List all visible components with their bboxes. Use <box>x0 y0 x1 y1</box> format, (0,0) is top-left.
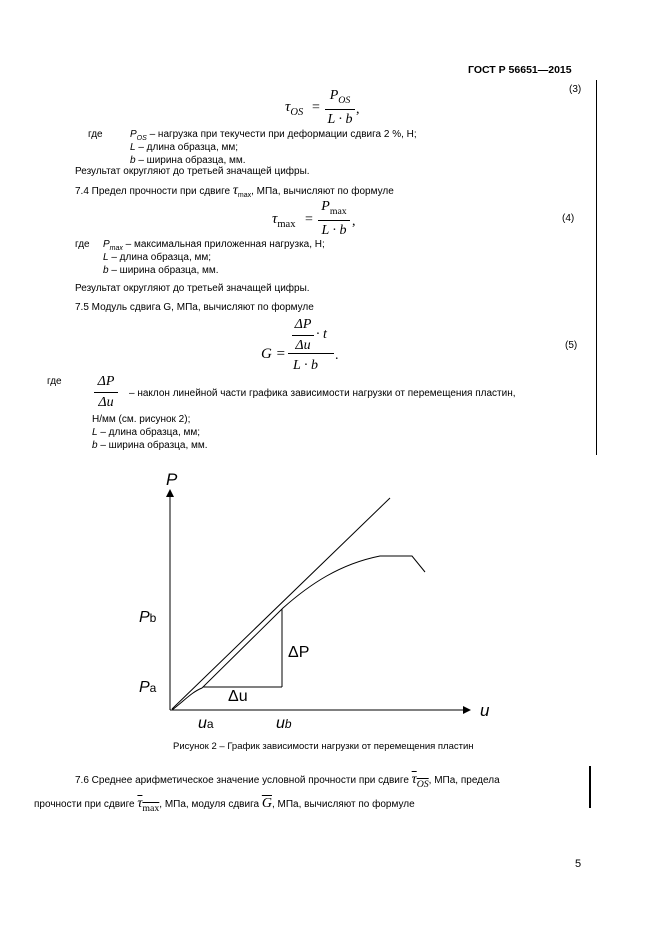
eq3-equals: = <box>312 100 320 115</box>
eq3-fraction <box>325 89 355 127</box>
pa-label: Pa <box>139 679 157 696</box>
slope-bar <box>94 392 118 393</box>
eq4-number: (4) <box>562 213 575 224</box>
where4-item-2: b – ширина образца, мм. <box>103 265 219 276</box>
figure-2-graph <box>0 460 661 760</box>
standard-designation: ГОСТ Р 56651—2015 <box>468 64 572 76</box>
slope-denominator: Δu <box>98 395 114 410</box>
eq4-fraction-bar <box>318 220 350 221</box>
where4-item-1: L – длина образца, мм; <box>103 252 212 263</box>
ua-label: ua <box>198 715 214 732</box>
x-axis-label: u <box>480 701 490 720</box>
eq5-denominator: L · b <box>293 358 319 373</box>
where-label: где <box>88 129 103 140</box>
section-7-4: 7.4 Предел прочности при сдвиге $\tau_{max}$, МПа, вычисляют по формуле <box>75 183 394 199</box>
where5-item-1: b – ширина образца, мм. <box>92 440 208 451</box>
eq3-fraction-bar <box>325 109 355 110</box>
eq5-inner-numerator: ΔP <box>294 317 312 332</box>
rounding-note-3: Результат округляют до третьей значащей цифры. <box>75 166 310 177</box>
page-number: 5 <box>575 858 582 870</box>
section-7-5: 7.5 Модуль сдвига G, МПа, вычисляют по формуле <box>75 302 314 313</box>
eq3-lhs: $\tau_{OS}$ <box>285 99 304 118</box>
eq4-fraction <box>318 200 350 238</box>
eq4-equals: = <box>305 212 313 227</box>
eq5-main-bar <box>288 353 334 354</box>
figure-caption: Рисунок 2 – График зависимости нагрузки от перемещения пластин <box>173 741 474 752</box>
where3-item-0: $P_{OS}$ – нагрузка при текучести при деформации сдвига 2 %, Н; <box>130 129 417 142</box>
pb-label: Pb <box>139 609 157 626</box>
eq5-tail: . <box>335 348 339 363</box>
rounding-note-4: Результат округляют до третьей значащей цифры. <box>75 283 310 294</box>
where5-slope-description: – наклон линейной части графика зависимости нагрузки от перемещения пластин, <box>129 388 516 399</box>
eq4-tail: , <box>352 214 356 229</box>
g-mean-symbol: $\overline{G}$ <box>261 796 272 811</box>
slope-numerator: ΔP <box>97 374 115 389</box>
eq4-lhs: $\tau_{max}$ <box>272 211 296 230</box>
eq5-inner-bar <box>292 335 314 336</box>
where-label: где <box>47 376 62 387</box>
tau-max-mean-symbol: $\tau_{max}$ <box>137 796 160 814</box>
where5-item-0: L – длина образца, мм; <box>92 427 201 438</box>
eq5-fraction <box>288 318 334 376</box>
eq5-number: (5) <box>565 340 578 351</box>
where-label: где <box>75 239 90 250</box>
where3-item-1: L – длина образца, мм; <box>130 142 239 153</box>
eq5-inner-denominator: Δu <box>295 338 311 353</box>
delta-u-label: Δu <box>228 688 248 705</box>
y-axis-label: P <box>166 470 178 489</box>
revision-bar-bottom <box>589 766 591 808</box>
where5-slope-fraction <box>94 375 118 410</box>
where5-slope-units: Н/мм (см. рисунок 2); <box>92 414 191 425</box>
revision-bar-top <box>596 80 597 455</box>
eq3-tail: , <box>356 102 360 117</box>
eq4-denominator: L · b <box>321 222 347 238</box>
eq3-numerator: $P_{OS}$ <box>329 88 351 106</box>
where3-item-2: b – ширина образца, мм. <box>130 155 246 166</box>
eq3-denominator: L · b <box>327 111 353 127</box>
section-7-6-line-1: 7.6 Среднее арифметическое значение условной прочности при сдвиге $\tau_{OS}$, МПа, предела <box>75 772 500 790</box>
eq5-inner-fraction <box>292 318 314 353</box>
where4-item-0: $P_{max}$ – максимальная приложенная нагрузка, Н; <box>103 239 325 252</box>
eq5-times-t: · t <box>316 327 327 342</box>
delta-p-label: ΔP <box>288 644 310 661</box>
eq5-lhs: G = <box>261 346 286 362</box>
tangent-line <box>172 498 390 709</box>
eq3-number: (3) <box>569 84 582 95</box>
eq4-numerator: $P_{max}$ <box>321 199 347 217</box>
section-7-6-line-2: прочности при сдвиге $\tau_{max}$, МПа, модуля сдвига $\overline{G}$, МПа, вычисляют по формуле <box>34 796 415 814</box>
tau-os-mean-symbol: $\tau_{OS}$ <box>411 772 429 790</box>
ub-label: ub <box>276 715 292 732</box>
